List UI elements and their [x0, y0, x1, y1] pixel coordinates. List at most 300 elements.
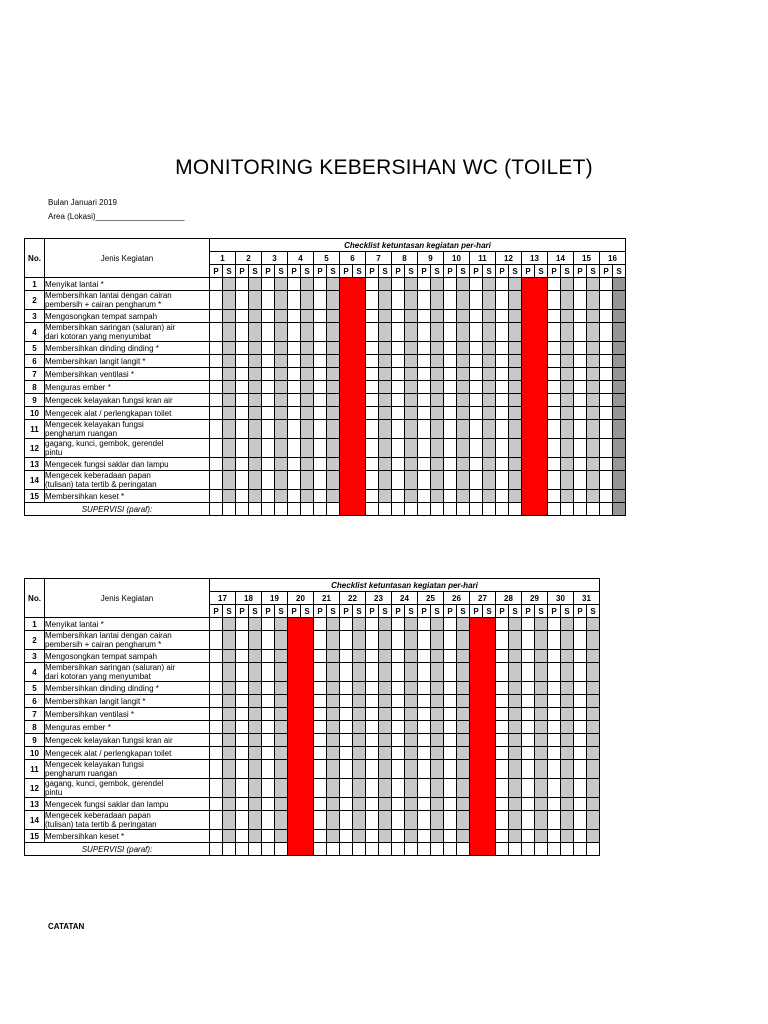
check-cell-s[interactable]: [509, 747, 522, 760]
check-cell-p[interactable]: [574, 663, 587, 682]
check-cell-p[interactable]: [262, 278, 275, 291]
check-cell-s[interactable]: [353, 779, 366, 798]
check-cell-p[interactable]: [210, 490, 223, 503]
check-cell-s[interactable]: [405, 381, 418, 394]
check-cell-s[interactable]: [613, 407, 626, 420]
check-cell-s[interactable]: [561, 798, 574, 811]
check-cell-p[interactable]: [444, 734, 457, 747]
check-cell-s[interactable]: [405, 323, 418, 342]
check-cell-s[interactable]: [535, 631, 548, 650]
check-cell-s[interactable]: [561, 278, 574, 291]
check-cell-p[interactable]: [444, 650, 457, 663]
check-cell-p[interactable]: [392, 734, 405, 747]
check-cell-p[interactable]: [366, 682, 379, 695]
check-cell-s[interactable]: [353, 830, 366, 843]
check-cell-p[interactable]: [262, 734, 275, 747]
check-cell-p[interactable]: [314, 471, 327, 490]
check-cell-p[interactable]: [574, 368, 587, 381]
check-cell-s[interactable]: [431, 394, 444, 407]
check-cell-p[interactable]: [366, 368, 379, 381]
check-cell-p[interactable]: [418, 618, 431, 631]
check-cell-s[interactable]: [431, 747, 444, 760]
check-cell-s[interactable]: [223, 278, 236, 291]
check-cell-s[interactable]: [327, 291, 340, 310]
check-cell-s[interactable]: [561, 830, 574, 843]
check-cell-s[interactable]: [561, 734, 574, 747]
check-cell-s[interactable]: [405, 695, 418, 708]
check-cell-p[interactable]: [288, 310, 301, 323]
check-cell-s[interactable]: [301, 458, 314, 471]
check-cell-s[interactable]: [327, 394, 340, 407]
check-cell-p[interactable]: [236, 381, 249, 394]
check-cell-s[interactable]: [431, 490, 444, 503]
check-cell-s[interactable]: [249, 355, 262, 368]
check-cell-s[interactable]: [509, 631, 522, 650]
check-cell-s[interactable]: [275, 439, 288, 458]
check-cell-p[interactable]: [236, 490, 249, 503]
check-cell-p[interactable]: [236, 721, 249, 734]
check-cell-s[interactable]: [275, 355, 288, 368]
signature-cell[interactable]: [587, 843, 600, 856]
check-cell-p[interactable]: [444, 291, 457, 310]
check-cell-p[interactable]: [574, 695, 587, 708]
check-cell-s[interactable]: [379, 663, 392, 682]
check-cell-s[interactable]: [535, 695, 548, 708]
check-cell-p[interactable]: [418, 394, 431, 407]
check-cell-p[interactable]: [236, 407, 249, 420]
check-cell-s[interactable]: [275, 708, 288, 721]
check-cell-s[interactable]: [457, 708, 470, 721]
check-cell-p[interactable]: [392, 798, 405, 811]
check-cell-s[interactable]: [249, 394, 262, 407]
check-cell-s[interactable]: [327, 407, 340, 420]
check-cell-s[interactable]: [587, 439, 600, 458]
check-cell-s[interactable]: [249, 278, 262, 291]
check-cell-s[interactable]: [405, 760, 418, 779]
check-cell-p[interactable]: [210, 779, 223, 798]
check-cell-p[interactable]: [392, 631, 405, 650]
check-cell-s[interactable]: [457, 278, 470, 291]
check-cell-p[interactable]: [444, 760, 457, 779]
signature-cell[interactable]: [262, 843, 275, 856]
check-cell-p[interactable]: [210, 439, 223, 458]
check-cell-s[interactable]: [379, 721, 392, 734]
check-cell-p[interactable]: [210, 278, 223, 291]
check-cell-p[interactable]: [288, 355, 301, 368]
check-cell-s[interactable]: [223, 490, 236, 503]
check-cell-s[interactable]: [405, 663, 418, 682]
check-cell-p[interactable]: [340, 721, 353, 734]
check-cell-s[interactable]: [457, 682, 470, 695]
signature-cell[interactable]: [600, 503, 613, 516]
check-cell-s[interactable]: [275, 342, 288, 355]
check-cell-p[interactable]: [340, 708, 353, 721]
check-cell-p[interactable]: [366, 631, 379, 650]
check-cell-s[interactable]: [561, 458, 574, 471]
check-cell-p[interactable]: [548, 708, 561, 721]
check-cell-p[interactable]: [366, 342, 379, 355]
check-cell-p[interactable]: [210, 798, 223, 811]
check-cell-p[interactable]: [392, 310, 405, 323]
check-cell-p[interactable]: [340, 650, 353, 663]
check-cell-p[interactable]: [392, 618, 405, 631]
check-cell-s[interactable]: [561, 355, 574, 368]
check-cell-p[interactable]: [444, 830, 457, 843]
check-cell-s[interactable]: [405, 291, 418, 310]
check-cell-s[interactable]: [249, 368, 262, 381]
check-cell-s[interactable]: [249, 747, 262, 760]
check-cell-s[interactable]: [275, 490, 288, 503]
check-cell-p[interactable]: [418, 490, 431, 503]
check-cell-p[interactable]: [574, 721, 587, 734]
check-cell-p[interactable]: [574, 779, 587, 798]
check-cell-p[interactable]: [496, 682, 509, 695]
check-cell-p[interactable]: [262, 342, 275, 355]
check-cell-s[interactable]: [301, 381, 314, 394]
check-cell-p[interactable]: [548, 650, 561, 663]
check-cell-s[interactable]: [535, 779, 548, 798]
check-cell-p[interactable]: [418, 291, 431, 310]
check-cell-p[interactable]: [574, 278, 587, 291]
check-cell-s[interactable]: [249, 342, 262, 355]
check-cell-p[interactable]: [314, 631, 327, 650]
check-cell-s[interactable]: [223, 779, 236, 798]
check-cell-p[interactable]: [418, 471, 431, 490]
check-cell-p[interactable]: [418, 734, 431, 747]
check-cell-p[interactable]: [392, 811, 405, 830]
check-cell-p[interactable]: [418, 682, 431, 695]
check-cell-s[interactable]: [405, 355, 418, 368]
check-cell-p[interactable]: [574, 798, 587, 811]
signature-cell[interactable]: [223, 503, 236, 516]
check-cell-p[interactable]: [392, 278, 405, 291]
check-cell-s[interactable]: [587, 631, 600, 650]
check-cell-s[interactable]: [587, 490, 600, 503]
check-cell-p[interactable]: [600, 381, 613, 394]
check-cell-p[interactable]: [600, 458, 613, 471]
check-cell-p[interactable]: [574, 381, 587, 394]
check-cell-p[interactable]: [236, 811, 249, 830]
signature-cell[interactable]: [548, 843, 561, 856]
check-cell-s[interactable]: [249, 439, 262, 458]
check-cell-s[interactable]: [509, 798, 522, 811]
check-cell-p[interactable]: [366, 811, 379, 830]
check-cell-p[interactable]: [548, 342, 561, 355]
check-cell-s[interactable]: [379, 323, 392, 342]
check-cell-p[interactable]: [314, 342, 327, 355]
check-cell-p[interactable]: [236, 278, 249, 291]
check-cell-s[interactable]: [509, 811, 522, 830]
check-cell-p[interactable]: [470, 323, 483, 342]
check-cell-s[interactable]: [327, 631, 340, 650]
check-cell-s[interactable]: [613, 471, 626, 490]
check-cell-s[interactable]: [431, 650, 444, 663]
check-cell-s[interactable]: [327, 708, 340, 721]
check-cell-p[interactable]: [314, 323, 327, 342]
check-cell-p[interactable]: [496, 631, 509, 650]
check-cell-p[interactable]: [418, 439, 431, 458]
check-cell-p[interactable]: [548, 682, 561, 695]
check-cell-p[interactable]: [262, 760, 275, 779]
check-cell-s[interactable]: [327, 798, 340, 811]
check-cell-p[interactable]: [288, 394, 301, 407]
check-cell-s[interactable]: [457, 618, 470, 631]
check-cell-p[interactable]: [548, 381, 561, 394]
check-cell-p[interactable]: [262, 381, 275, 394]
check-cell-p[interactable]: [262, 407, 275, 420]
check-cell-s[interactable]: [223, 760, 236, 779]
check-cell-p[interactable]: [262, 323, 275, 342]
signature-cell[interactable]: [522, 843, 535, 856]
check-cell-p[interactable]: [236, 708, 249, 721]
check-cell-p[interactable]: [496, 394, 509, 407]
check-cell-p[interactable]: [548, 490, 561, 503]
check-cell-s[interactable]: [379, 420, 392, 439]
check-cell-p[interactable]: [210, 650, 223, 663]
check-cell-s[interactable]: [483, 394, 496, 407]
check-cell-p[interactable]: [236, 420, 249, 439]
check-cell-s[interactable]: [249, 811, 262, 830]
check-cell-p[interactable]: [392, 368, 405, 381]
check-cell-s[interactable]: [561, 342, 574, 355]
check-cell-p[interactable]: [522, 779, 535, 798]
signature-cell[interactable]: [444, 503, 457, 516]
check-cell-s[interactable]: [457, 650, 470, 663]
check-cell-s[interactable]: [379, 458, 392, 471]
check-cell-p[interactable]: [236, 779, 249, 798]
check-cell-p[interactable]: [548, 663, 561, 682]
check-cell-s[interactable]: [587, 721, 600, 734]
check-cell-s[interactable]: [535, 721, 548, 734]
check-cell-s[interactable]: [457, 747, 470, 760]
check-cell-p[interactable]: [366, 618, 379, 631]
check-cell-p[interactable]: [470, 394, 483, 407]
check-cell-p[interactable]: [210, 381, 223, 394]
check-cell-s[interactable]: [327, 695, 340, 708]
check-cell-p[interactable]: [548, 458, 561, 471]
check-cell-p[interactable]: [444, 420, 457, 439]
check-cell-s[interactable]: [457, 695, 470, 708]
check-cell-p[interactable]: [340, 830, 353, 843]
check-cell-p[interactable]: [210, 708, 223, 721]
check-cell-s[interactable]: [275, 779, 288, 798]
check-cell-p[interactable]: [600, 420, 613, 439]
check-cell-s[interactable]: [587, 407, 600, 420]
check-cell-s[interactable]: [223, 394, 236, 407]
check-cell-p[interactable]: [522, 721, 535, 734]
check-cell-p[interactable]: [366, 747, 379, 760]
check-cell-p[interactable]: [392, 708, 405, 721]
check-cell-p[interactable]: [574, 682, 587, 695]
check-cell-p[interactable]: [444, 368, 457, 381]
check-cell-s[interactable]: [327, 420, 340, 439]
check-cell-p[interactable]: [574, 342, 587, 355]
check-cell-p[interactable]: [288, 323, 301, 342]
check-cell-p[interactable]: [366, 278, 379, 291]
check-cell-s[interactable]: [379, 342, 392, 355]
check-cell-p[interactable]: [262, 798, 275, 811]
signature-cell[interactable]: [366, 503, 379, 516]
check-cell-p[interactable]: [574, 407, 587, 420]
check-cell-s[interactable]: [353, 663, 366, 682]
check-cell-p[interactable]: [314, 798, 327, 811]
check-cell-p[interactable]: [548, 631, 561, 650]
check-cell-p[interactable]: [444, 618, 457, 631]
check-cell-s[interactable]: [509, 368, 522, 381]
signature-cell[interactable]: [561, 843, 574, 856]
check-cell-p[interactable]: [418, 798, 431, 811]
signature-cell[interactable]: [379, 843, 392, 856]
check-cell-p[interactable]: [470, 278, 483, 291]
check-cell-s[interactable]: [561, 760, 574, 779]
check-cell-s[interactable]: [301, 394, 314, 407]
check-cell-p[interactable]: [262, 708, 275, 721]
check-cell-p[interactable]: [210, 368, 223, 381]
check-cell-p[interactable]: [600, 394, 613, 407]
check-cell-p[interactable]: [574, 420, 587, 439]
check-cell-s[interactable]: [457, 394, 470, 407]
check-cell-p[interactable]: [548, 310, 561, 323]
check-cell-s[interactable]: [483, 342, 496, 355]
signature-cell[interactable]: [210, 843, 223, 856]
check-cell-p[interactable]: [366, 663, 379, 682]
check-cell-s[interactable]: [509, 650, 522, 663]
check-cell-s[interactable]: [327, 278, 340, 291]
check-cell-p[interactable]: [392, 471, 405, 490]
check-cell-s[interactable]: [431, 734, 444, 747]
check-cell-s[interactable]: [249, 458, 262, 471]
check-cell-p[interactable]: [262, 471, 275, 490]
check-cell-p[interactable]: [548, 695, 561, 708]
check-cell-p[interactable]: [210, 291, 223, 310]
check-cell-s[interactable]: [353, 721, 366, 734]
check-cell-s[interactable]: [327, 760, 340, 779]
check-cell-s[interactable]: [379, 278, 392, 291]
signature-cell[interactable]: [223, 843, 236, 856]
check-cell-s[interactable]: [483, 278, 496, 291]
check-cell-p[interactable]: [444, 811, 457, 830]
check-cell-p[interactable]: [392, 291, 405, 310]
check-cell-p[interactable]: [522, 734, 535, 747]
check-cell-p[interactable]: [236, 291, 249, 310]
check-cell-p[interactable]: [574, 394, 587, 407]
check-cell-s[interactable]: [561, 323, 574, 342]
check-cell-p[interactable]: [210, 631, 223, 650]
check-cell-s[interactable]: [457, 323, 470, 342]
check-cell-p[interactable]: [314, 291, 327, 310]
check-cell-p[interactable]: [418, 760, 431, 779]
check-cell-s[interactable]: [405, 779, 418, 798]
check-cell-s[interactable]: [275, 760, 288, 779]
check-cell-s[interactable]: [301, 310, 314, 323]
check-cell-s[interactable]: [275, 310, 288, 323]
check-cell-s[interactable]: [275, 663, 288, 682]
check-cell-s[interactable]: [587, 355, 600, 368]
check-cell-s[interactable]: [275, 323, 288, 342]
check-cell-s[interactable]: [327, 342, 340, 355]
check-cell-s[interactable]: [561, 618, 574, 631]
check-cell-p[interactable]: [236, 394, 249, 407]
check-cell-p[interactable]: [210, 420, 223, 439]
check-cell-s[interactable]: [249, 618, 262, 631]
check-cell-p[interactable]: [548, 721, 561, 734]
check-cell-s[interactable]: [587, 682, 600, 695]
signature-cell[interactable]: [210, 503, 223, 516]
check-cell-p[interactable]: [210, 747, 223, 760]
check-cell-p[interactable]: [496, 650, 509, 663]
check-cell-p[interactable]: [522, 811, 535, 830]
check-cell-p[interactable]: [314, 407, 327, 420]
check-cell-p[interactable]: [314, 747, 327, 760]
check-cell-p[interactable]: [496, 310, 509, 323]
check-cell-s[interactable]: [379, 811, 392, 830]
check-cell-s[interactable]: [457, 830, 470, 843]
check-cell-s[interactable]: [561, 407, 574, 420]
check-cell-p[interactable]: [444, 278, 457, 291]
check-cell-s[interactable]: [561, 471, 574, 490]
check-cell-s[interactable]: [457, 663, 470, 682]
check-cell-p[interactable]: [574, 708, 587, 721]
check-cell-s[interactable]: [223, 830, 236, 843]
check-cell-s[interactable]: [223, 439, 236, 458]
check-cell-p[interactable]: [496, 291, 509, 310]
check-cell-p[interactable]: [574, 618, 587, 631]
check-cell-p[interactable]: [340, 695, 353, 708]
check-cell-p[interactable]: [288, 407, 301, 420]
signature-cell[interactable]: [418, 503, 431, 516]
check-cell-s[interactable]: [587, 811, 600, 830]
check-cell-p[interactable]: [418, 663, 431, 682]
check-cell-p[interactable]: [548, 830, 561, 843]
check-cell-s[interactable]: [379, 310, 392, 323]
check-cell-s[interactable]: [587, 650, 600, 663]
check-cell-p[interactable]: [600, 407, 613, 420]
check-cell-p[interactable]: [366, 310, 379, 323]
check-cell-s[interactable]: [561, 811, 574, 830]
check-cell-p[interactable]: [444, 381, 457, 394]
check-cell-s[interactable]: [561, 291, 574, 310]
check-cell-p[interactable]: [548, 779, 561, 798]
check-cell-s[interactable]: [327, 650, 340, 663]
check-cell-s[interactable]: [509, 734, 522, 747]
check-cell-p[interactable]: [444, 798, 457, 811]
check-cell-s[interactable]: [249, 779, 262, 798]
check-cell-p[interactable]: [314, 695, 327, 708]
check-cell-s[interactable]: [431, 708, 444, 721]
check-cell-s[interactable]: [249, 721, 262, 734]
signature-cell[interactable]: [418, 843, 431, 856]
check-cell-p[interactable]: [548, 407, 561, 420]
check-cell-p[interactable]: [418, 342, 431, 355]
check-cell-p[interactable]: [236, 342, 249, 355]
check-cell-s[interactable]: [457, 798, 470, 811]
check-cell-s[interactable]: [353, 618, 366, 631]
check-cell-s[interactable]: [223, 323, 236, 342]
check-cell-p[interactable]: [366, 420, 379, 439]
check-cell-p[interactable]: [522, 695, 535, 708]
check-cell-s[interactable]: [301, 342, 314, 355]
check-cell-s[interactable]: [457, 631, 470, 650]
check-cell-p[interactable]: [444, 663, 457, 682]
signature-cell[interactable]: [444, 843, 457, 856]
check-cell-p[interactable]: [392, 663, 405, 682]
check-cell-s[interactable]: [327, 458, 340, 471]
signature-cell[interactable]: [236, 843, 249, 856]
check-cell-p[interactable]: [340, 682, 353, 695]
check-cell-s[interactable]: [249, 631, 262, 650]
check-cell-p[interactable]: [548, 734, 561, 747]
check-cell-s[interactable]: [249, 650, 262, 663]
